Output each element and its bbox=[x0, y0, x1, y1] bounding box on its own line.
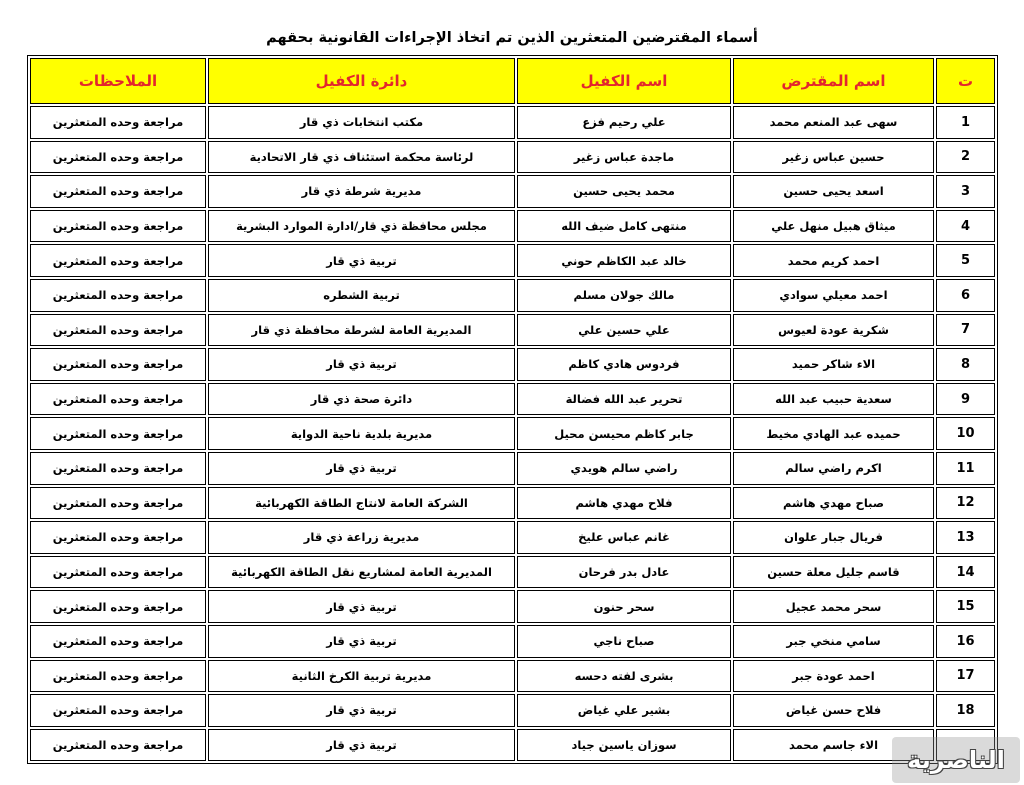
cell-notes: مراجعة وحده المتعثرين bbox=[30, 141, 206, 174]
cell-guarantor-department: تربية ذي قار bbox=[208, 452, 515, 485]
cell-guarantor-department: تربية ذي قار bbox=[208, 590, 515, 623]
table-row bbox=[30, 244, 995, 277]
cell-notes: مراجعة وحده المتعثرين bbox=[30, 106, 206, 139]
table-row bbox=[30, 625, 995, 658]
table-row bbox=[30, 417, 995, 450]
cell-borrower-name: فريال جبار علوان bbox=[733, 521, 934, 554]
cell-serial-number: 15 bbox=[936, 590, 995, 623]
cell-notes: مراجعة وحده المتعثرين bbox=[30, 694, 206, 727]
cell-notes: مراجعة وحده المتعثرين bbox=[30, 383, 206, 416]
cell-borrower-name: فلاح حسن غياض bbox=[733, 694, 934, 727]
cell-serial-number: 12 bbox=[936, 487, 995, 520]
cell-borrower-name: ميثاق هبيل منهل علي bbox=[733, 210, 934, 243]
header-serial-number: ت bbox=[936, 58, 995, 104]
cell-notes: مراجعة وحده المتعثرين bbox=[30, 348, 206, 381]
cell-guarantor-department: تربية ذي قار bbox=[208, 729, 515, 762]
cell-serial-number: 10 bbox=[936, 417, 995, 450]
table-row bbox=[30, 175, 995, 208]
cell-serial-number: 1 bbox=[936, 106, 995, 139]
cell-guarantor-name: مالك جولان مسلم bbox=[517, 279, 731, 312]
cell-borrower-name: احمد عودة جبر bbox=[733, 660, 934, 693]
cell-borrower-name: اكرم راضي سالم bbox=[733, 452, 934, 485]
cell-guarantor-name: محمد يحيى حسين bbox=[517, 175, 731, 208]
cell-guarantor-department: مديرية زراعة ذي قار bbox=[208, 521, 515, 554]
cell-serial-number: 6 bbox=[936, 279, 995, 312]
table-row bbox=[30, 383, 995, 416]
cell-notes: مراجعة وحده المتعثرين bbox=[30, 487, 206, 520]
cell-guarantor-name: فردوس هادي كاظم bbox=[517, 348, 731, 381]
table-body bbox=[30, 106, 995, 761]
cell-borrower-name: احمد معيلي سوادي bbox=[733, 279, 934, 312]
header-guarantor-name: اسم الكفيل bbox=[517, 58, 731, 104]
cell-notes: مراجعة وحده المتعثرين bbox=[30, 314, 206, 347]
logo-text: الناصرية bbox=[907, 746, 1005, 774]
table-row bbox=[30, 660, 995, 693]
cell-guarantor-department: المديرية العامة لشرطة محافظة ذي قار bbox=[208, 314, 515, 347]
table-row bbox=[30, 590, 995, 623]
cell-guarantor-name: تحرير عبد الله فضالة bbox=[517, 383, 731, 416]
table-row bbox=[30, 106, 995, 139]
cell-serial-number: 13 bbox=[936, 521, 995, 554]
cell-guarantor-name: سحر حنون bbox=[517, 590, 731, 623]
cell-borrower-name: اسعد يحيى حسين bbox=[733, 175, 934, 208]
table-row bbox=[30, 279, 995, 312]
cell-serial-number: 17 bbox=[936, 660, 995, 693]
cell-guarantor-name: خالد عبد الكاظم حوني bbox=[517, 244, 731, 277]
cell-guarantor-department: دائرة صحة ذي قار bbox=[208, 383, 515, 416]
document-title: أسماء المقترضين المتعثرين الذين تم اتخاذ الإجراءات القانونية بحقهم bbox=[266, 30, 758, 46]
cell-serial-number: 11 bbox=[936, 452, 995, 485]
cell-notes: مراجعة وحده المتعثرين bbox=[30, 590, 206, 623]
cell-guarantor-name: جابر كاظم محيسن محيل bbox=[517, 417, 731, 450]
cell-guarantor-department: الشركة العامة لانتاج الطاقة الكهربائية bbox=[208, 487, 515, 520]
cell-notes: مراجعة وحده المتعثرين bbox=[30, 244, 206, 277]
header-notes: الملاحظات bbox=[30, 58, 206, 104]
cell-borrower-name: الاء شاكر حميد bbox=[733, 348, 934, 381]
cell-serial-number: 18 bbox=[936, 694, 995, 727]
table-row bbox=[30, 487, 995, 520]
cell-guarantor-department: تربية ذي قار bbox=[208, 625, 515, 658]
defaulted-borrowers-table bbox=[27, 55, 998, 764]
table-row bbox=[30, 694, 995, 727]
table-row bbox=[30, 348, 995, 381]
cell-notes: مراجعة وحده المتعثرين bbox=[30, 452, 206, 485]
cell-borrower-name: الاء جاسم محمد bbox=[733, 729, 934, 762]
table-row bbox=[30, 729, 995, 762]
cell-notes: مراجعة وحده المتعثرين bbox=[30, 729, 206, 762]
table-row bbox=[30, 452, 995, 485]
cell-serial-number: 8 bbox=[936, 348, 995, 381]
header-borrower-name: اسم المقترض bbox=[733, 58, 934, 104]
cell-guarantor-department: مديرية شرطة ذي قار bbox=[208, 175, 515, 208]
cell-serial-number: 4 bbox=[936, 210, 995, 243]
cell-guarantor-name: علي رحيم فزع bbox=[517, 106, 731, 139]
cell-borrower-name: قاسم جليل معلة حسين bbox=[733, 556, 934, 589]
cell-borrower-name: سامي منخي جبر bbox=[733, 625, 934, 658]
cell-notes: مراجعة وحده المتعثرين bbox=[30, 175, 206, 208]
table-row bbox=[30, 314, 995, 347]
site-logo-watermark bbox=[892, 737, 1020, 783]
cell-borrower-name: صباح مهدي هاشم bbox=[733, 487, 934, 520]
cell-guarantor-name: غانم عباس عليخ bbox=[517, 521, 731, 554]
cell-serial-number: 7 bbox=[936, 314, 995, 347]
cell-guarantor-name: ماجدة عباس زغير bbox=[517, 141, 731, 174]
cell-notes: مراجعة وحده المتعثرين bbox=[30, 660, 206, 693]
cell-serial-number: 2 bbox=[936, 141, 995, 174]
cell-guarantor-department: مديرية تربية الكرخ الثانية bbox=[208, 660, 515, 693]
table-row bbox=[30, 556, 995, 589]
table-row bbox=[30, 521, 995, 554]
cell-serial-number: 16 bbox=[936, 625, 995, 658]
cell-notes: مراجعة وحده المتعثرين bbox=[30, 625, 206, 658]
cell-guarantor-name: صباح ناجي bbox=[517, 625, 731, 658]
cell-guarantor-name: سوزان ياسين جياد bbox=[517, 729, 731, 762]
cell-notes: مراجعة وحده المتعثرين bbox=[30, 417, 206, 450]
cell-guarantor-department: مديرية بلدية ناحية الدواية bbox=[208, 417, 515, 450]
cell-borrower-name: حميده عبد الهادي مخيط bbox=[733, 417, 934, 450]
cell-guarantor-department: لرئاسة محكمة استئناف ذي قار الاتحادية bbox=[208, 141, 515, 174]
header-guarantor-department: دائرة الكفيل bbox=[208, 58, 515, 104]
cell-guarantor-name: بشرى لفته دحسه bbox=[517, 660, 731, 693]
loans-table-container bbox=[27, 55, 998, 764]
table-header-row bbox=[30, 58, 995, 104]
cell-guarantor-department: المديرية العامة لمشاريع نقل الطاقة الكهربائية bbox=[208, 556, 515, 589]
cell-guarantor-name: بشير علي غياض bbox=[517, 694, 731, 727]
cell-guarantor-department: مجلس محافظة ذي قار/ادارة الموارد البشرية bbox=[208, 210, 515, 243]
table-row bbox=[30, 141, 995, 174]
cell-guarantor-name: راضي سالم هويدي bbox=[517, 452, 731, 485]
cell-borrower-name: سعدية حبيب عبد الله bbox=[733, 383, 934, 416]
cell-guarantor-name: منتهى كامل ضيف الله bbox=[517, 210, 731, 243]
cell-serial-number: 5 bbox=[936, 244, 995, 277]
cell-borrower-name: احمد كريم محمد bbox=[733, 244, 934, 277]
cell-notes: مراجعة وحده المتعثرين bbox=[30, 279, 206, 312]
cell-guarantor-name: عادل بدر فرحان bbox=[517, 556, 731, 589]
cell-guarantor-department: مكتب انتخابات ذي قار bbox=[208, 106, 515, 139]
cell-guarantor-department: تربية ذي قار bbox=[208, 244, 515, 277]
cell-borrower-name: حسين عباس زغير bbox=[733, 141, 934, 174]
cell-notes: مراجعة وحده المتعثرين bbox=[30, 556, 206, 589]
cell-guarantor-department: تربية ذي قار bbox=[208, 694, 515, 727]
cell-serial-number: 14 bbox=[936, 556, 995, 589]
cell-borrower-name: شكرية عودة لعيوس bbox=[733, 314, 934, 347]
cell-notes: مراجعة وحده المتعثرين bbox=[30, 521, 206, 554]
table-row bbox=[30, 210, 995, 243]
cell-notes: مراجعة وحده المتعثرين bbox=[30, 210, 206, 243]
cell-guarantor-name: علي حسين علي bbox=[517, 314, 731, 347]
cell-borrower-name: سحر محمد عجيل bbox=[733, 590, 934, 623]
cell-borrower-name: سهى عبد المنعم محمد bbox=[733, 106, 934, 139]
cell-guarantor-department: تربية الشطره bbox=[208, 279, 515, 312]
cell-serial-number: 3 bbox=[936, 175, 995, 208]
cell-guarantor-name: فلاح مهدي هاشم bbox=[517, 487, 731, 520]
cell-serial-number: 9 bbox=[936, 383, 995, 416]
cell-guarantor-department: تربية ذي قار bbox=[208, 348, 515, 381]
